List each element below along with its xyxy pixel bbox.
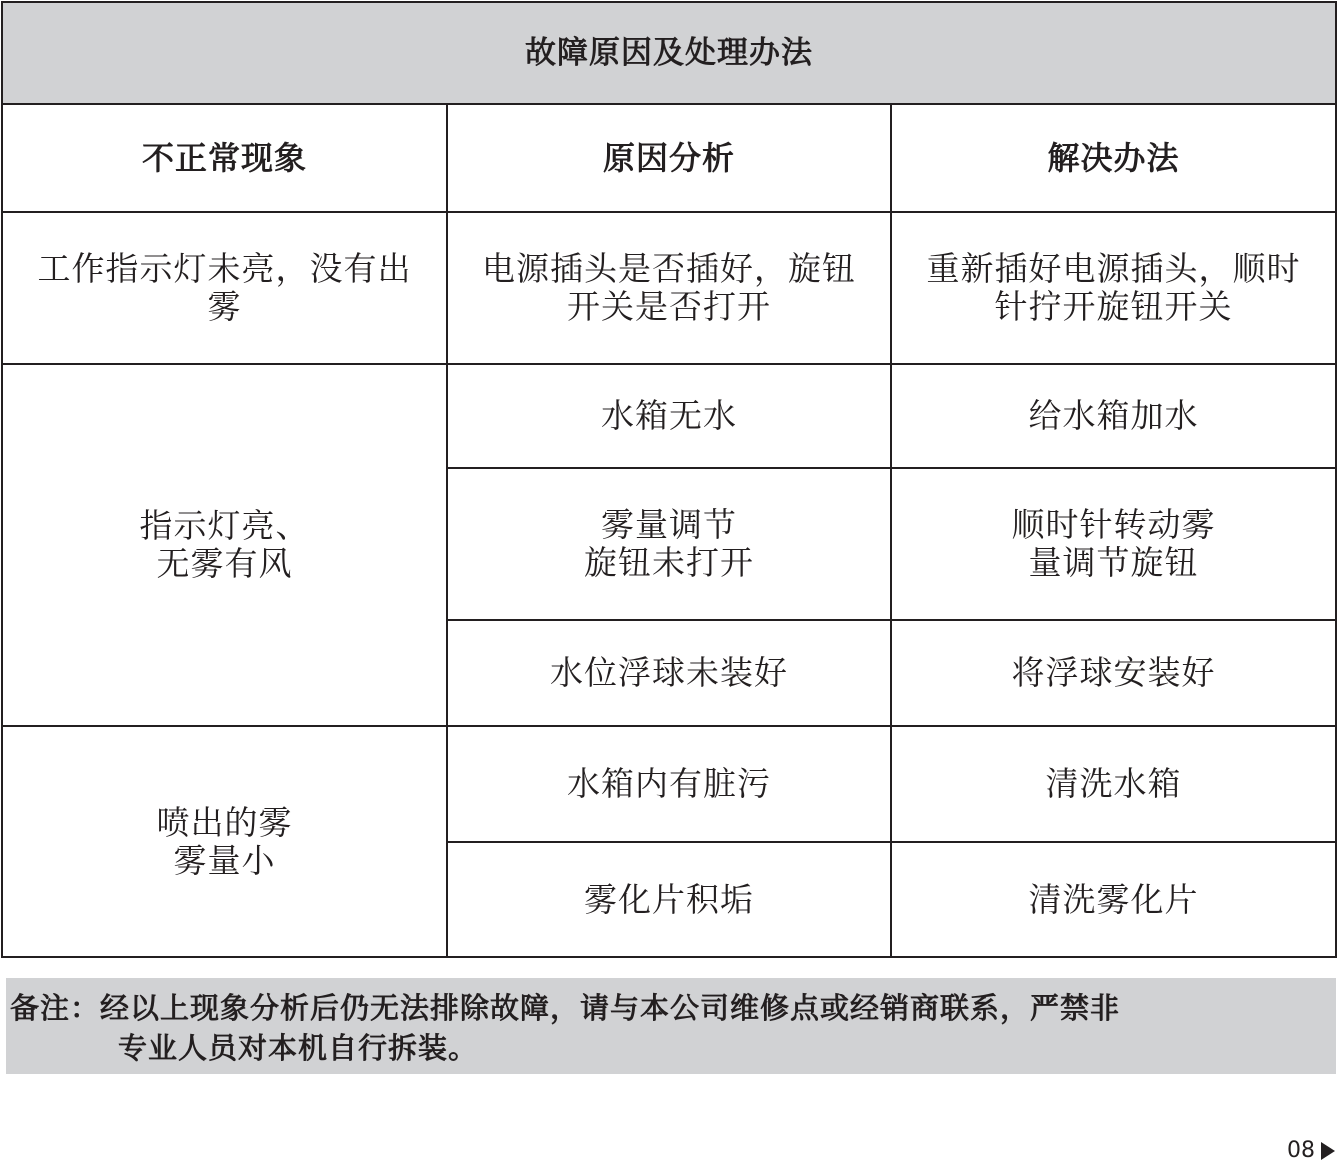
solution-text: 将浮球安装好	[1011, 653, 1216, 692]
troubleshooting-table	[1, 1, 1337, 958]
solution-text: 给水箱加水	[1028, 396, 1199, 435]
header-cause: 原因分析	[447, 104, 891, 212]
cause-cell	[447, 468, 891, 620]
cause-cell	[447, 212, 891, 364]
table-row	[2, 364, 1336, 468]
cause-cell	[447, 842, 891, 957]
cause-text: 水位浮球未装好	[550, 653, 788, 692]
troubleshooting-table-container	[1, 1, 1335, 957]
page-number: 08	[1287, 1138, 1315, 1163]
cause-text: 水箱无水	[601, 396, 737, 435]
solution-cell	[891, 364, 1336, 468]
page-footer	[1287, 1136, 1335, 1166]
solution-text: 重新插好电源插头，顺时 针拧开旋钮开关	[926, 249, 1301, 326]
header-solution: 解决办法	[891, 104, 1336, 212]
table-title: 故障原因及处理办法	[2, 2, 1336, 104]
symptom-text: 工作指示灯未亮，没有出 雾	[37, 249, 412, 326]
cause-cell	[447, 726, 891, 842]
play-icon	[1321, 1142, 1335, 1160]
note-line-1: 备注：经以上现象分析后仍无法排除故障，请与本公司维修点或经销商联系，严禁非	[10, 991, 1121, 1025]
cause-cell	[447, 364, 891, 468]
symptom-text: 喷出的雾 雾量小	[156, 802, 293, 880]
cause-text: 雾量调节 旋钮未打开	[584, 505, 754, 582]
table-row	[2, 212, 1336, 364]
solution-text: 清洗雾化片	[1028, 879, 1199, 919]
solution-cell	[891, 842, 1336, 957]
cause-cell	[447, 620, 891, 726]
solution-cell	[891, 468, 1336, 620]
note-box	[6, 978, 1336, 1074]
table-row	[2, 726, 1336, 842]
symptom-cell	[2, 726, 447, 957]
cause-text: 电源插头是否插好，旋钮 开关是否打开	[482, 249, 856, 326]
symptom-cell	[2, 212, 447, 364]
note-line-2: 专业人员对本机自行拆装。	[118, 1031, 479, 1065]
solution-cell	[891, 726, 1336, 842]
symptom-cell	[2, 364, 447, 726]
solution-text: 清洗水箱	[1045, 764, 1182, 803]
solution-cell	[891, 620, 1336, 726]
solution-text: 顺时针转动雾 量调节旋钮	[1011, 505, 1216, 582]
cause-text: 雾化片积垢	[584, 879, 754, 919]
cause-text: 水箱内有脏污	[567, 764, 771, 803]
solution-cell	[891, 212, 1336, 364]
symptom-text: 指示灯亮、 无雾有风	[139, 506, 310, 583]
header-symptom: 不正常现象	[2, 104, 447, 212]
